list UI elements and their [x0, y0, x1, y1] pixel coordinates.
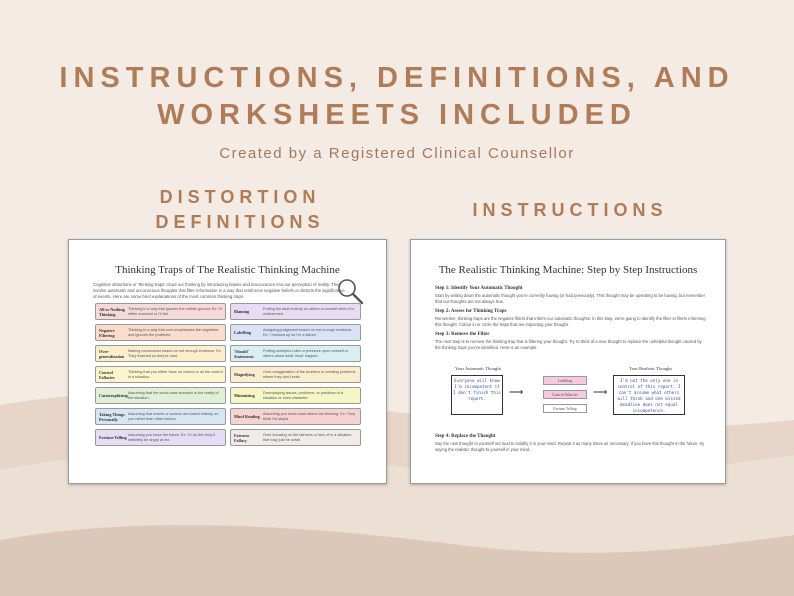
trap-definition: Downplaying issues, problems, or positives of a situation or ones character. [263, 390, 343, 400]
definitions-title: Thinking Traps of The Realistic Thinking Machine [115, 264, 340, 276]
trap-name: Control Fallacies [99, 369, 115, 380]
definitions-worksheet [68, 239, 387, 484]
label-left-line-2: DEFINITIONS [155, 212, 325, 232]
trap-chip-labelling: Labelling [543, 376, 587, 385]
trap-name: Labelling [234, 330, 251, 335]
arrow-right-icon: ⟶ [593, 387, 608, 398]
definitions-intro: Cognitive distortions or 'thinking traps' cloud our thinking by introducing biases and inaccuracies into our perception of reality. They involve automatic and unconscious thoughts that filter information in a way that reinforces negative beliefs or distorts the significance of events. Here are some brief explanations of the most common thinking traps. [93, 282, 345, 299]
realistic-thought-box: I'm not the only one in control of this report. I can't assume what others will think and one missed deadline does not equal incompetence. [613, 375, 685, 415]
trap-name: Mind Reading [234, 414, 260, 419]
instructions-worksheet [410, 239, 726, 484]
trap-name: Fairness Fallacy [234, 432, 250, 443]
label-left-line-1: DISTORTION [159, 187, 321, 207]
realistic-thought-label: Your Realistic Thought [629, 366, 672, 371]
trap-definition: Over-exaggeration of the problem or creating problems where they don't exist. [263, 369, 356, 379]
trap-definition: Assuming you know the future. Ex: If I do this they'll definitely be angry at me. [128, 432, 215, 442]
trap-name: Blaming [234, 309, 250, 314]
step-1-heading: Step 1: Identify Your Automatic Thought [435, 286, 523, 291]
automatic-thought-box: Everyone will know I'm incompetent if I don't finish this report. [451, 375, 503, 415]
trap-name: Taking Things Personally [99, 411, 125, 422]
trap-name: All or Nothing Thinking [99, 306, 125, 317]
automatic-thought-label: Your Automatic Thought [455, 366, 501, 371]
thinking-trap-card [230, 324, 361, 341]
step-2-text: Remember, thinking traps are the negative filters that inform our automatic thoughts. In this step, we're going to identify the filter or filters informing this thought. Colour in or circle the traps that are impacting your thought. [435, 316, 706, 327]
step-1-text: Start by writing down the automatic thought you're currently having (or had previously). This thought may be upsetting to be having, but remember that our thoughts are not always true. [435, 293, 706, 304]
step-2-heading: Step 2: Assess for Thinking Traps [435, 309, 507, 314]
thinking-trap-card [95, 345, 226, 362]
trap-definition: Thinking in a way that over-emphasizes the negatives and ignores the positives. [128, 327, 219, 337]
trap-chip-control-fallacies: Control Fallacies [543, 390, 587, 399]
trap-definition: Assuming that the worst case scenario is the reality of the situation. [128, 390, 219, 400]
trap-name: Fortune Telling [99, 435, 127, 440]
trap-name: Catastrophizing [99, 393, 128, 398]
thinking-trap-card [230, 303, 361, 320]
trap-definition: Over-focusing on the fairness or lack of in a situation that may just be unfair. [263, 432, 352, 442]
step-4-text: Say the new thought to yourself out loud to solidify it in your mind. Repeat it as many times as necessary. If you have this thought in the future, try saying the realistic thought to yourself in your mind. [435, 441, 705, 452]
thinking-trap-card [95, 408, 226, 425]
thinking-trap-card [95, 303, 226, 320]
trap-definition: Assuming that events or actions are based entirely on you rather than other factors. [128, 411, 219, 421]
thinking-trap-card [230, 408, 361, 425]
trap-name: Negative Filtering [99, 327, 115, 338]
thinking-trap-card [230, 345, 361, 362]
step-4-heading: Step 4: Replace the Thought [435, 434, 496, 439]
subtitle: Created by a Registered Clinical Counsellor [219, 145, 575, 162]
trap-definition: Assigning judgement based on not enough evidence. Ex: I messed up so I'm a failure. [263, 327, 353, 337]
trap-definition: Making conclusions based on not enough evidence. Ex: They frowned so they're mad. [128, 348, 222, 358]
headline-line-2: WORKSHEETS INCLUDED [157, 99, 637, 131]
trap-name: Over-generalization [99, 348, 125, 359]
magnifier-icon [335, 276, 365, 306]
thinking-trap-card [230, 366, 361, 383]
main-headline [0, 60, 794, 134]
trap-definition: Assuming you know what others are thinking. Ex: They think I'm stupid. [263, 411, 356, 421]
thinking-trap-card [95, 366, 226, 383]
trap-name: 'Should' Statements [234, 348, 254, 359]
trap-definition: Putting the fault entirely on others or oneself when it is undeserved. [263, 306, 355, 316]
step-3-text: The next step is to remove the thinking trap that is filtering your thought. Try to think of a new thought to replace the unhelpful thought caused by the thinking traps you've identified. Here is an example: [435, 339, 702, 350]
trap-definition: Thinking in a way that ignores the middle ground. Ex: I'll either succeed or I'll fail. [128, 306, 222, 316]
headline-line-1: INSTRUCTIONS, DEFINITIONS, AND [59, 62, 735, 94]
thinking-traps-grid [95, 303, 361, 446]
thinking-trap-card [230, 387, 361, 404]
thinking-trap-card [95, 387, 226, 404]
thinking-trap-card [95, 429, 226, 446]
step-4-section [435, 430, 707, 453]
step-3-heading: Step 3: Remove the Filter [435, 332, 490, 337]
trap-name: Magnifying [234, 372, 255, 377]
instructions-body [435, 282, 707, 351]
instructions-title: The Realistic Thinking Machine: Step by Step Instructions [438, 264, 698, 276]
trap-definition: Thinking that you either have no control or all the control in a situation. [128, 369, 223, 379]
thinking-trap-card [230, 429, 361, 446]
distortion-definitions-label [120, 185, 360, 235]
thinking-trap-card [95, 324, 226, 341]
thought-diagram [451, 366, 691, 416]
trap-name: Minimizing [234, 393, 255, 398]
trap-chip-fortune-telling: Fortune Telling [543, 404, 587, 413]
trap-definition: Putting unhelpful rules or pressure upon oneself or others about what 'must' happen. [263, 348, 349, 358]
arrow-right-icon: ⟶ [509, 387, 524, 398]
instructions-label: INSTRUCTIONS [472, 200, 668, 220]
